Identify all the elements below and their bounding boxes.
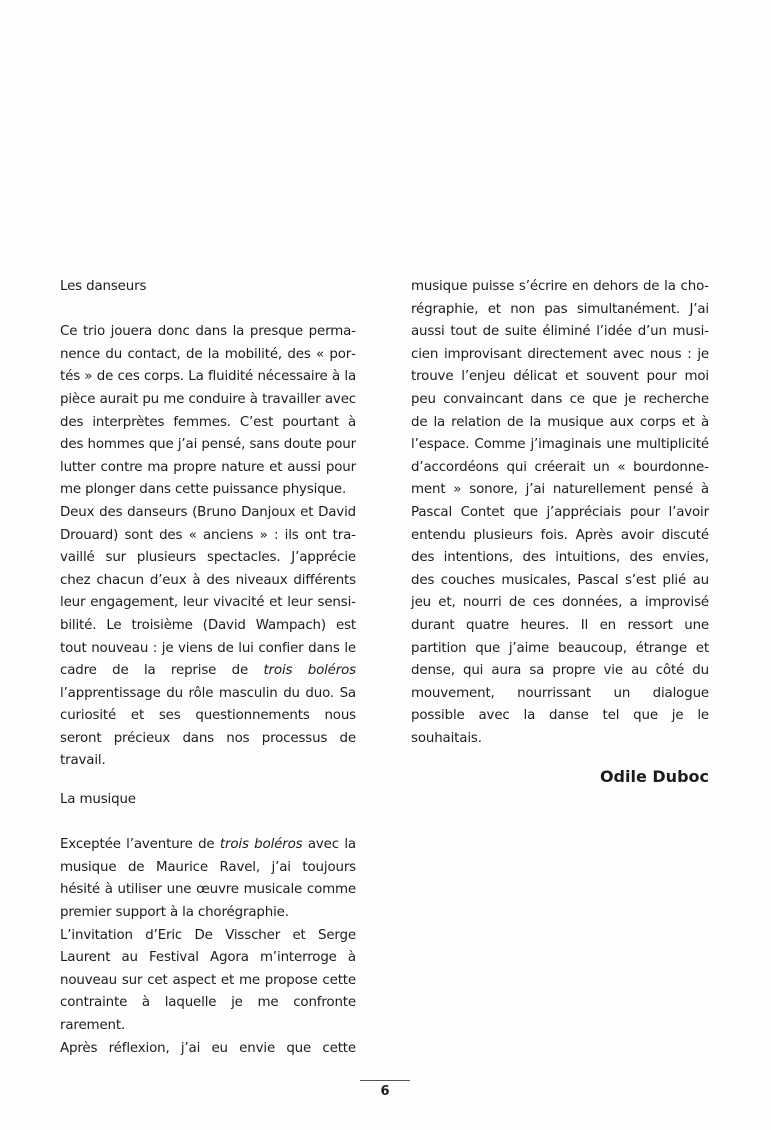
paragraph-trio: Ce trio jouera donc dans la presque permanence du contact, de la mobilité, des « portés » de ces corps. La fluidité nécessaire à la pièce aurait pu me conduire à travailler avec des interprètes femmes. C’est pourtant à des hommes que j’ai pensé, sans doute pour lutter contre ma propre nature et aussi pour me plonger dans cette puissance physique. — [60, 324, 356, 498]
page-number-rule — [360, 1080, 410, 1081]
paragraph-reflexion: Après réflexion, j’ai eu envie que cette — [60, 1040, 356, 1056]
section-heading-musique: La musique — [60, 792, 136, 808]
left-column — [60, 276, 356, 1060]
section-heading-danseurs: Les danseurs — [60, 279, 147, 294]
paragraph-dancers — [60, 502, 356, 773]
text-run: l’apprentissage du rôle masculin du duo. Sa curiosité et ses questionnements nous seront précieux dans nos processus de travail. — [60, 685, 356, 769]
spacer — [60, 812, 356, 835]
paragraph-bolero — [60, 834, 356, 924]
work-title: trois boléros — [219, 837, 303, 853]
page-number: 6 — [380, 1084, 390, 1099]
spacer — [60, 299, 356, 322]
right-column — [411, 276, 709, 789]
paragraph-music-continued: musique puisse s’écrire en dehors de la chorégraphie, et non pas simultanément. J’ai aussi tout de suite éliminé l’idée d’un musicien improvisant directement avec nous : je trouve l’enjeu délicat et souvent pour moi peu convaincant dans ce que je recherche de la relation de la musique aux corps et à l’espace. Comme j’imaginais une multiplicité d’accordéons qui créerait un « bourdonnement » sonore, j’ai naturellement pensé à Pascal Contet que j’appréciais pour l’avoir entendu plusieurs fois. Après avoir discuté des intentions, des intuitions, des envies, des couches musicales, Pascal s’est plié au jeu et, nourri de ces données, a improvisé durant quatre heures. Il en ressort une partition que j’aime beaucoup, étrange et dense, qui aura sa propre vie au côté du mouvement, nourrissant un dialogue possible avec la danse tel que je le souhaitais. — [411, 279, 709, 746]
text-run: avec la musique de Maurice Ravel, j’ai toujours hésité à utiliser une œuvre musicale comme premier support à la chorégraphie. — [60, 837, 356, 921]
spacer — [60, 773, 356, 789]
paragraph-invitation: L’invitation d’Eric De Visscher et Serge Laurent au Festival Agora m’interroge à nouveau sur cet aspect et me propose cette contrainte à laquelle je me confronte rarement. — [60, 927, 356, 1033]
author-signature: Odile Duboc — [599, 767, 709, 787]
work-title: trois boléros — [263, 663, 356, 679]
text-run: Exceptée l’aventure de — [60, 837, 220, 853]
text-run: Deux des danseurs (Bruno Danjoux et David Drouard) sont des « anciens » : ils ont travaillé sur plusieurs spectacles. J’apprécie chez chacun d’eux à des niveaux différents leur engagement, leur vivacité et leur sensibilité. Le troisième (David Wampach) est tout nouveau : je viens de lui confier dans le cadre de la reprise de — [60, 504, 356, 679]
